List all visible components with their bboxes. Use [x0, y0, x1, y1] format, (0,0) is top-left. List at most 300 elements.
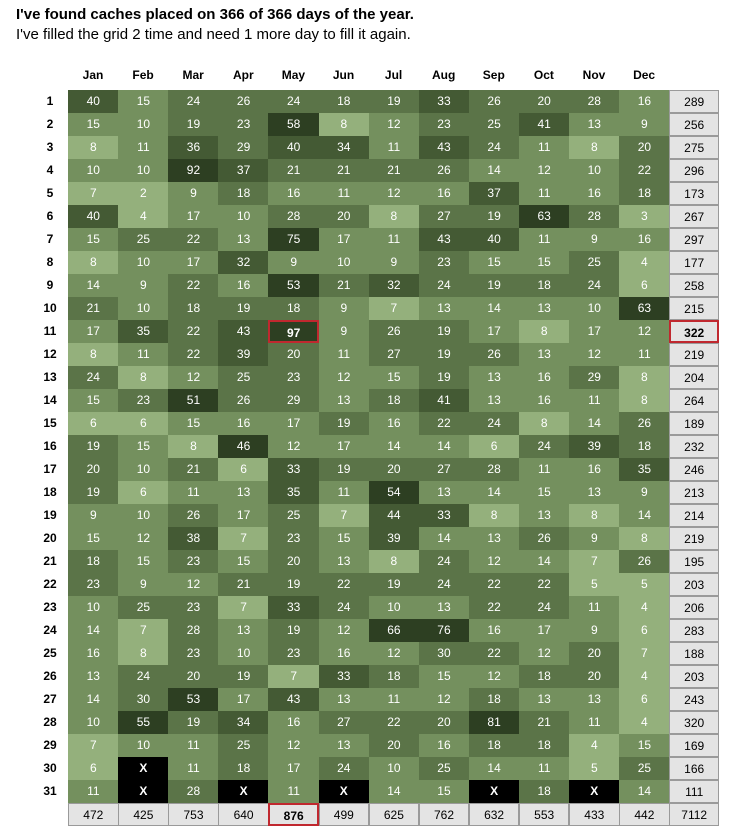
day-cell: 11	[519, 136, 570, 159]
day-cell: 43	[218, 320, 269, 343]
day-cell: 34	[218, 711, 269, 734]
day-cell: 21	[369, 159, 420, 182]
day-cell: 23	[268, 527, 319, 550]
day-cell: 16	[218, 274, 269, 297]
day-cell: 25	[118, 596, 169, 619]
day-cell: 29	[218, 136, 269, 159]
day-cell: 26	[469, 90, 520, 113]
day-cell: 6	[619, 619, 670, 642]
day-cell: 6	[68, 412, 119, 435]
day-cell: 5	[619, 573, 670, 596]
day-cell: 33	[268, 458, 319, 481]
day-cell: 21	[168, 458, 219, 481]
day-cell: 8	[569, 136, 620, 159]
day-cell: 33	[319, 665, 370, 688]
day-label: 11	[43, 324, 57, 338]
day-cell: 10	[68, 711, 119, 734]
day-cell: 12	[369, 113, 420, 136]
day-cell: 53	[268, 274, 319, 297]
day-label: 10	[43, 301, 57, 315]
column-total: 876	[268, 803, 319, 826]
day-cell: 7	[118, 619, 169, 642]
row-total: 219	[669, 527, 719, 550]
day-label: 6	[46, 209, 54, 223]
grand-total: 7112	[669, 803, 719, 826]
day-cell: 12	[268, 435, 319, 458]
day-cell: 27	[319, 711, 370, 734]
day-cell: 16	[68, 642, 119, 665]
day-cell: 40	[68, 90, 119, 113]
day-cell: 20	[519, 90, 570, 113]
column-total: 625	[369, 803, 420, 826]
day-label: 15	[43, 416, 57, 430]
day-cell: 4	[569, 734, 620, 757]
day-cell: 11	[118, 136, 169, 159]
day-cell: 26	[419, 159, 470, 182]
day-cell: 53	[168, 688, 219, 711]
day-cell: 26	[218, 90, 269, 113]
day-cell: 23	[419, 113, 470, 136]
day-cell: 8	[569, 504, 620, 527]
day-cell: 33	[419, 504, 470, 527]
day-label: 29	[43, 738, 57, 752]
day-cell: 12	[469, 665, 520, 688]
day-cell: 3	[619, 205, 670, 228]
day-cell: 10	[369, 757, 420, 780]
day-cell: 4	[619, 596, 670, 619]
day-cell: 32	[218, 251, 269, 274]
day-cell: 23	[419, 251, 470, 274]
day-label: 21	[43, 554, 57, 568]
day-cell: 20	[168, 665, 219, 688]
day-cell: 9	[369, 251, 420, 274]
row-total: 264	[669, 389, 719, 412]
day-cell: 14	[68, 688, 119, 711]
day-cell: 22	[319, 573, 370, 596]
day-cell: 11	[519, 458, 570, 481]
day-cell: 15	[68, 228, 119, 251]
day-cell: 9	[118, 573, 169, 596]
day-cell: 20	[268, 550, 319, 573]
day-cell: 26	[369, 320, 420, 343]
day-cell: 13	[319, 389, 370, 412]
day-cell: 26	[519, 527, 570, 550]
day-cell: 25	[218, 734, 269, 757]
month-header-jan: Jan	[82, 68, 104, 82]
day-label: 22	[43, 577, 57, 591]
day-cell: 20	[319, 205, 370, 228]
day-cell: 18	[469, 734, 520, 757]
day-cell: 7	[369, 297, 420, 320]
row-total: 169	[669, 734, 719, 757]
day-cell: 19	[68, 435, 119, 458]
day-cell: 14	[569, 412, 620, 435]
day-cell: 11	[369, 136, 420, 159]
day-label: 28	[43, 715, 57, 729]
day-cell: 12	[619, 320, 670, 343]
row-total: 258	[669, 274, 719, 297]
day-cell: 14	[469, 757, 520, 780]
day-cell: 21	[319, 159, 370, 182]
day-cell: 18	[218, 182, 269, 205]
day-label: 5	[46, 186, 54, 200]
day-cell: 41	[519, 113, 570, 136]
day-cell: 19	[469, 205, 520, 228]
day-cell: 22	[469, 642, 520, 665]
day-cell: 17	[268, 412, 319, 435]
day-label: 20	[43, 531, 57, 545]
day-cell: 24	[519, 596, 570, 619]
day-cell: 11	[168, 757, 219, 780]
subline: I've filled the grid 2 time and need 1 more day to fill it again.	[16, 26, 411, 43]
day-cell: 4	[619, 665, 670, 688]
day-cell: 8	[168, 435, 219, 458]
day-cell: 26	[168, 504, 219, 527]
day-cell: 14	[469, 481, 520, 504]
day-cell: 9	[319, 297, 370, 320]
day-cell: 23	[118, 389, 169, 412]
row-total: 206	[669, 596, 719, 619]
day-cell: 7	[68, 734, 119, 757]
day-cell: 23	[168, 642, 219, 665]
day-cell: 10	[68, 159, 119, 182]
day-cell: 81	[469, 711, 520, 734]
row-total: 320	[669, 711, 719, 734]
day-label: 19	[43, 508, 57, 522]
day-cell: 10	[569, 297, 620, 320]
day-cell: 21	[519, 711, 570, 734]
month-header-oct: Oct	[533, 68, 554, 82]
day-cell: 25	[619, 757, 670, 780]
day-cell: 22	[168, 274, 219, 297]
day-cell: 6	[619, 688, 670, 711]
day-cell: 14	[369, 435, 420, 458]
day-cell: 18	[369, 665, 420, 688]
day-cell: 4	[619, 251, 670, 274]
day-cell: 18	[619, 435, 670, 458]
day-cell: 17	[218, 504, 269, 527]
day-cell: 30	[419, 642, 470, 665]
day-cell: 28	[168, 619, 219, 642]
day-cell: 13	[469, 527, 520, 550]
day-label: 17	[43, 462, 57, 476]
day-cell: 40	[68, 205, 119, 228]
day-cell: 23	[268, 642, 319, 665]
day-cell: 18	[469, 688, 520, 711]
day-cell: 11	[619, 343, 670, 366]
day-cell: 13	[218, 481, 269, 504]
row-total: 204	[669, 366, 719, 389]
day-cell: 15	[619, 734, 670, 757]
day-cell: 12	[319, 619, 370, 642]
day-cell: 15	[319, 527, 370, 550]
day-cell: 16	[619, 90, 670, 113]
day-cell: 16	[218, 412, 269, 435]
day-cell: 9	[118, 274, 169, 297]
day-cell: 21	[218, 573, 269, 596]
day-cell: 12	[419, 688, 470, 711]
day-cell: 11	[369, 688, 420, 711]
day-cell: 24	[268, 90, 319, 113]
day-cell: 10	[218, 205, 269, 228]
day-label: 31	[43, 784, 57, 798]
day-cell: 17	[218, 688, 269, 711]
row-total: 214	[669, 504, 719, 527]
day-cell: 19	[168, 113, 219, 136]
day-cell: 13	[569, 113, 620, 136]
month-header-may: May	[281, 68, 306, 82]
day-cell: 46	[218, 435, 269, 458]
day-cell: 11	[569, 389, 620, 412]
day-cell: 21	[68, 297, 119, 320]
day-cell: 19	[218, 665, 269, 688]
day-cell: 20	[569, 665, 620, 688]
day-cell: 18	[519, 780, 570, 803]
day-cell: X	[469, 780, 520, 803]
day-cell: 6	[619, 274, 670, 297]
day-cell: 13	[519, 297, 570, 320]
day-cell: 37	[218, 159, 269, 182]
day-label: 26	[43, 669, 57, 683]
day-label: 4	[46, 163, 54, 177]
day-cell: 16	[519, 366, 570, 389]
day-cell: 24	[168, 90, 219, 113]
day-cell: 17	[168, 251, 219, 274]
day-cell: 16	[519, 389, 570, 412]
day-cell: 18	[619, 182, 670, 205]
day-cell: 8	[118, 642, 169, 665]
day-cell: 39	[569, 435, 620, 458]
day-cell: 14	[619, 504, 670, 527]
day-cell: 26	[619, 412, 670, 435]
day-label: 24	[43, 623, 57, 637]
day-cell: 24	[319, 757, 370, 780]
day-cell: 24	[118, 665, 169, 688]
day-cell: 23	[168, 596, 219, 619]
day-cell: 28	[569, 205, 620, 228]
day-cell: 38	[168, 527, 219, 550]
day-cell: 25	[218, 366, 269, 389]
day-cell: 12	[268, 734, 319, 757]
day-cell: 11	[168, 481, 219, 504]
day-cell: 15	[118, 550, 169, 573]
day-cell: 8	[68, 343, 119, 366]
day-cell: 63	[519, 205, 570, 228]
day-cell: 9	[569, 619, 620, 642]
day-cell: 16	[469, 619, 520, 642]
column-total: 472	[68, 803, 119, 826]
day-cell: 13	[319, 734, 370, 757]
day-cell: 17	[519, 619, 570, 642]
day-cell: 13	[519, 504, 570, 527]
day-cell: 7	[319, 504, 370, 527]
day-cell: 16	[419, 182, 470, 205]
day-cell: 13	[319, 550, 370, 573]
day-cell: 13	[218, 619, 269, 642]
day-cell: 20	[68, 458, 119, 481]
day-cell: 8	[319, 113, 370, 136]
row-total: 289	[669, 90, 719, 113]
day-cell: 41	[419, 389, 470, 412]
day-cell: 8	[619, 366, 670, 389]
day-cell: 13	[569, 481, 620, 504]
day-cell: 11	[369, 228, 420, 251]
day-cell: 19	[419, 343, 470, 366]
column-total: 442	[619, 803, 670, 826]
day-cell: 15	[118, 90, 169, 113]
day-cell: 6	[68, 757, 119, 780]
day-cell: 10	[118, 159, 169, 182]
day-cell: 24	[419, 550, 470, 573]
day-cell: 11	[168, 734, 219, 757]
day-cell: 29	[268, 389, 319, 412]
day-cell: 19	[268, 573, 319, 596]
day-cell: 23	[268, 366, 319, 389]
day-cell: 17	[168, 205, 219, 228]
day-cell: 12	[519, 159, 570, 182]
day-cell: 22	[619, 159, 670, 182]
day-cell: 7	[68, 182, 119, 205]
day-cell: 75	[268, 228, 319, 251]
day-cell: 6	[118, 481, 169, 504]
day-cell: 9	[569, 228, 620, 251]
day-cell: 20	[369, 458, 420, 481]
day-cell: 25	[268, 504, 319, 527]
day-cell: 12	[168, 366, 219, 389]
day-cell: 32	[369, 274, 420, 297]
day-cell: 24	[469, 136, 520, 159]
day-cell: 8	[68, 251, 119, 274]
row-total: 275	[669, 136, 719, 159]
day-label: 16	[43, 439, 57, 453]
day-cell: 13	[519, 343, 570, 366]
day-cell: 10	[118, 458, 169, 481]
day-cell: 12	[118, 527, 169, 550]
day-cell: 35	[118, 320, 169, 343]
day-cell: 8	[519, 320, 570, 343]
day-cell: 15	[118, 435, 169, 458]
day-cell: 10	[369, 596, 420, 619]
day-label: 14	[43, 393, 57, 407]
row-total: 166	[669, 757, 719, 780]
row-total: 256	[669, 113, 719, 136]
day-cell: 12	[469, 550, 520, 573]
row-total: 111	[669, 780, 719, 803]
day-cell: 6	[118, 412, 169, 435]
day-label: 3	[46, 140, 54, 154]
day-cell: 15	[68, 389, 119, 412]
column-total: 433	[569, 803, 620, 826]
day-cell: 22	[519, 573, 570, 596]
day-cell: 16	[268, 182, 319, 205]
day-cell: X	[569, 780, 620, 803]
day-cell: 11	[68, 780, 119, 803]
day-cell: 19	[369, 573, 420, 596]
day-cell: 40	[268, 136, 319, 159]
day-cell: 24	[419, 573, 470, 596]
day-cell: 6	[218, 458, 269, 481]
column-total: 753	[168, 803, 219, 826]
column-total: 425	[118, 803, 169, 826]
day-cell: 12	[168, 573, 219, 596]
day-cell: 8	[619, 527, 670, 550]
day-cell: 43	[268, 688, 319, 711]
column-total: 553	[519, 803, 570, 826]
day-cell: 19	[168, 711, 219, 734]
day-cell: 26	[469, 343, 520, 366]
day-cell: 13	[319, 688, 370, 711]
day-cell: 10	[218, 642, 269, 665]
day-cell: 19	[419, 320, 470, 343]
day-cell: 13	[569, 688, 620, 711]
day-label: 2	[46, 117, 54, 131]
day-label: 9	[46, 278, 54, 292]
day-cell: 14	[419, 527, 470, 550]
day-cell: 8	[118, 366, 169, 389]
row-total: 232	[669, 435, 719, 458]
day-label: 18	[43, 485, 57, 499]
row-total: 283	[669, 619, 719, 642]
day-cell: 17	[469, 320, 520, 343]
day-cell: 8	[369, 205, 420, 228]
day-cell: 16	[569, 458, 620, 481]
day-cell: 34	[319, 136, 370, 159]
month-header-apr: Apr	[232, 68, 254, 82]
column-total: 632	[469, 803, 520, 826]
day-cell: 12	[319, 366, 370, 389]
day-cell: 8	[519, 412, 570, 435]
day-cell: 17	[319, 435, 370, 458]
day-cell: 7	[268, 665, 319, 688]
day-cell: 20	[268, 343, 319, 366]
month-header-nov: Nov	[582, 68, 606, 82]
day-cell: 51	[168, 389, 219, 412]
day-cell: 20	[369, 734, 420, 757]
day-cell: 16	[619, 228, 670, 251]
column-total: 640	[218, 803, 269, 826]
day-cell: 44	[369, 504, 420, 527]
day-cell: 10	[118, 504, 169, 527]
day-cell: 27	[369, 343, 420, 366]
day-cell: 7	[218, 527, 269, 550]
day-cell: 18	[68, 550, 119, 573]
day-cell: 21	[319, 274, 370, 297]
day-cell: 10	[118, 251, 169, 274]
day-cell: 13	[68, 665, 119, 688]
row-total: 219	[669, 343, 719, 366]
day-cell: 26	[218, 389, 269, 412]
day-cell: 55	[118, 711, 169, 734]
day-cell: 76	[419, 619, 470, 642]
day-cell: 30	[118, 688, 169, 711]
day-cell: X	[319, 780, 370, 803]
row-total: 243	[669, 688, 719, 711]
day-cell: 23	[168, 550, 219, 573]
day-cell: 16	[268, 711, 319, 734]
day-cell: 15	[369, 366, 420, 389]
month-header-sep: Sep	[482, 68, 505, 82]
day-cell: 12	[369, 182, 420, 205]
day-cell: 2	[118, 182, 169, 205]
row-total: 297	[669, 228, 719, 251]
day-cell: 37	[469, 182, 520, 205]
day-cell: 24	[469, 412, 520, 435]
day-cell: 9	[168, 182, 219, 205]
day-cell: 22	[419, 412, 470, 435]
day-cell: 9	[68, 504, 119, 527]
day-label: 7	[46, 232, 54, 246]
day-cell: 10	[68, 596, 119, 619]
